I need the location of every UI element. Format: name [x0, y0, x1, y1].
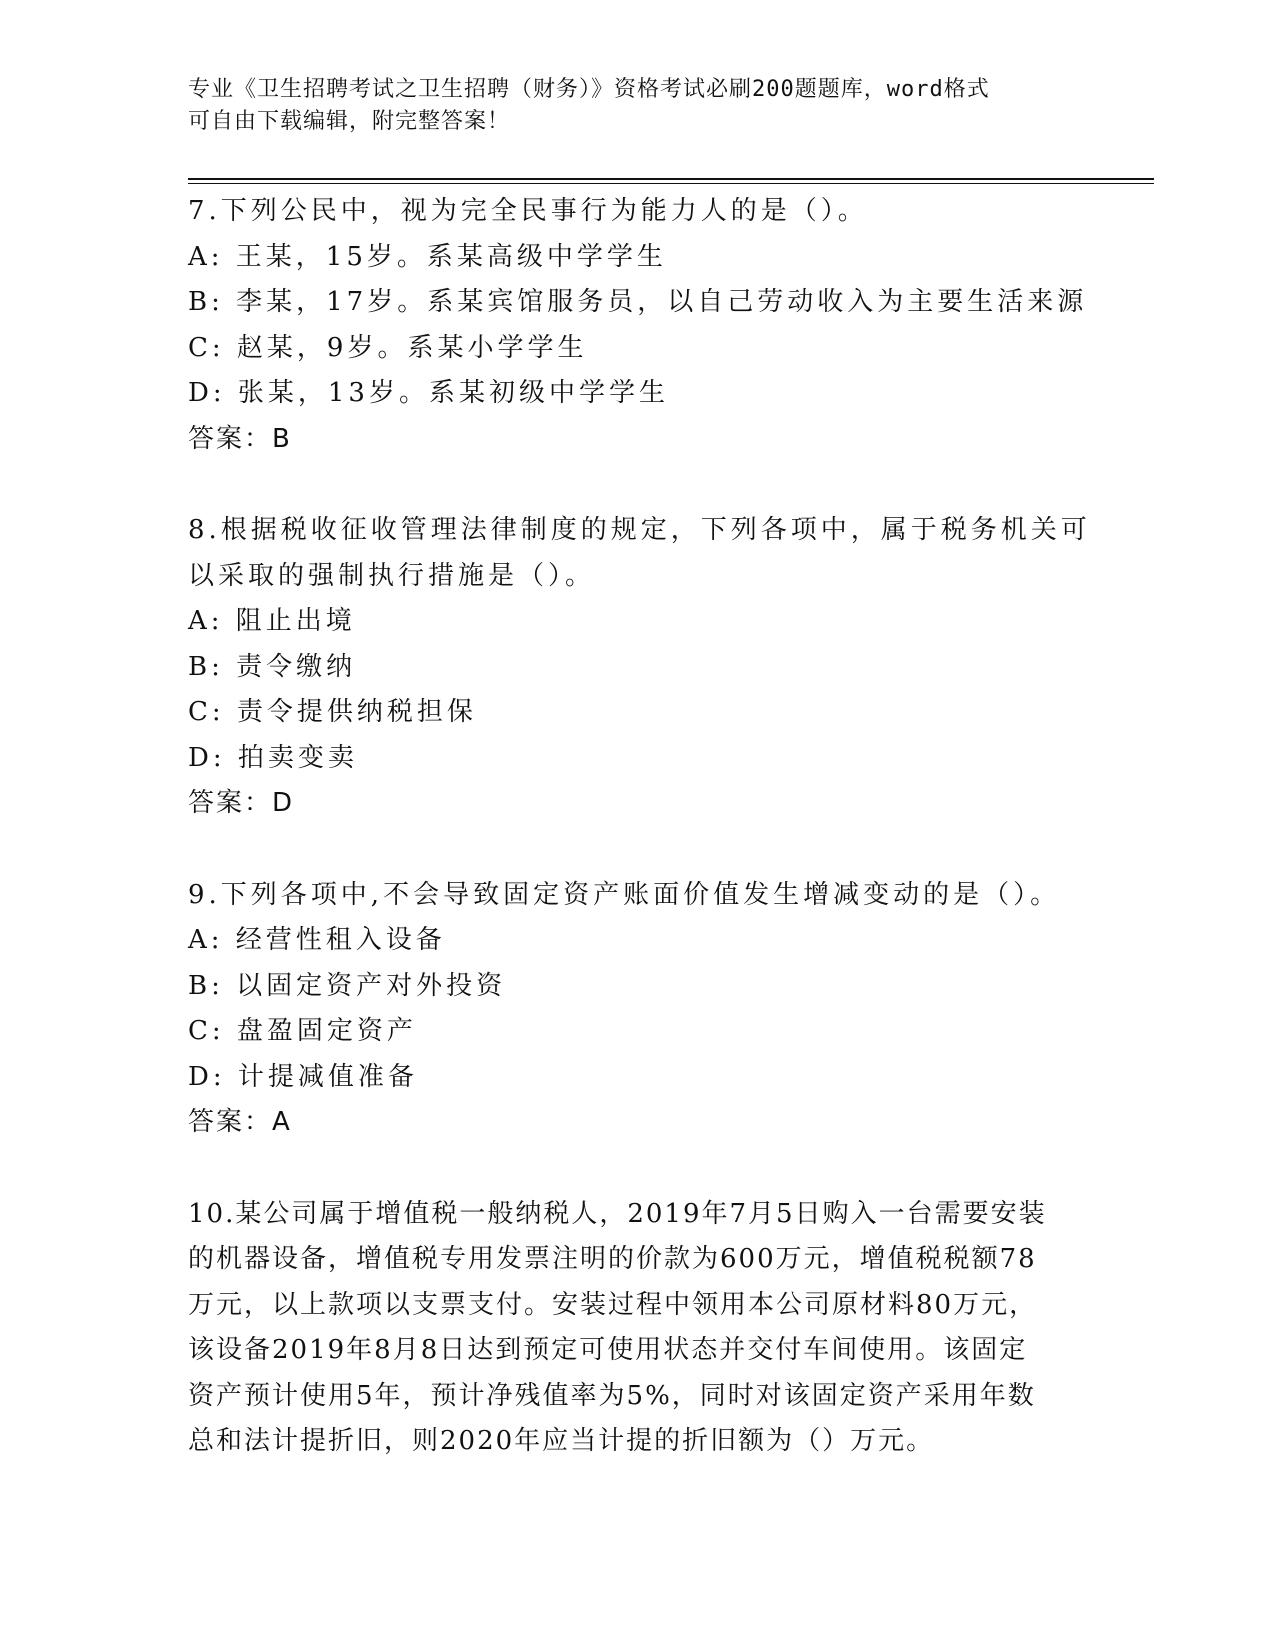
header-line-2: 可自由下载编辑，附完整答案！ — [188, 109, 511, 134]
question-7 — [188, 189, 1088, 462]
option-a: A: 阻止出境 — [188, 606, 356, 636]
option-a: A: 经营性租入设备 — [188, 925, 446, 955]
spacer — [188, 827, 1088, 873]
answer: 答案：B — [188, 423, 292, 454]
question-text: 总和法计提折旧，则2020年应当计提的折旧额为（）万元。 — [188, 1426, 935, 1456]
question-text: 7.下列公民中，视为完全民事行为能力人的是（）。 — [188, 196, 868, 226]
question-9 — [188, 873, 1088, 1146]
document-header — [188, 74, 1088, 138]
question-text: 资产预计使用5年，预计净残值率为5%，同时对该固定资产采用年数 — [188, 1380, 1036, 1411]
header-line-1: 专业《卫生招聘考试之卫生招聘（财务）》资格考试必刷200题题库，word格式 — [188, 77, 990, 102]
option-b: B: 责令缴纳 — [188, 651, 357, 682]
question-10 — [188, 1192, 1088, 1465]
question-text: 8.根据税收征收管理法律制度的规定，下列各项中，属于税务机关可 — [188, 515, 1091, 545]
answer: 答案：D — [188, 788, 295, 818]
question-text: 以采取的强制执行措施是（）。 — [188, 560, 596, 591]
option-c: C: 盘盈固定资产 — [188, 1016, 417, 1046]
header-divider-thick — [188, 178, 1154, 180]
spacer — [188, 462, 1088, 508]
option-d: D: 张某，13岁。系某初级中学学生 — [188, 378, 669, 408]
question-text: 10.某公司属于增值税一般纳税人，2019年7月5日购入一台需要安装 — [188, 1198, 1047, 1229]
option-c: C: 责令提供纳税担保 — [188, 697, 477, 727]
option-b: B: 以固定资产对外投资 — [188, 970, 507, 1001]
answer: 答案：A — [188, 1107, 292, 1137]
question-8 — [188, 508, 1091, 827]
spacer — [188, 1146, 1088, 1192]
question-text: 的机器设备，增值税专用发票注明的价款为600万元，增值税税额78 — [188, 1244, 1037, 1274]
option-d: D: 拍卖变卖 — [188, 742, 358, 773]
option-d: D: 计提减值准备 — [188, 1061, 418, 1092]
option-a: A: 王某，15岁。系某高级中学学生 — [188, 241, 667, 272]
question-text: 9.下列各项中,不会导致固定资产账面价值发生增减变动的是（）。 — [188, 879, 1061, 910]
question-list — [188, 189, 1091, 1465]
header-divider-thin — [188, 183, 1154, 184]
question-text: 万元，以上款项以支票支付。安装过程中领用本公司原材料80万元， — [188, 1289, 1038, 1320]
question-text: 该设备2019年8月8日达到预定可使用状态并交付车间使用。该固定 — [188, 1335, 1028, 1365]
option-b: B: 李某，17岁。系某宾馆服务员，以自己劳动收入为主要生活来源 — [188, 287, 1088, 317]
option-c: C: 赵某，9岁。系某小学学生 — [188, 332, 588, 363]
